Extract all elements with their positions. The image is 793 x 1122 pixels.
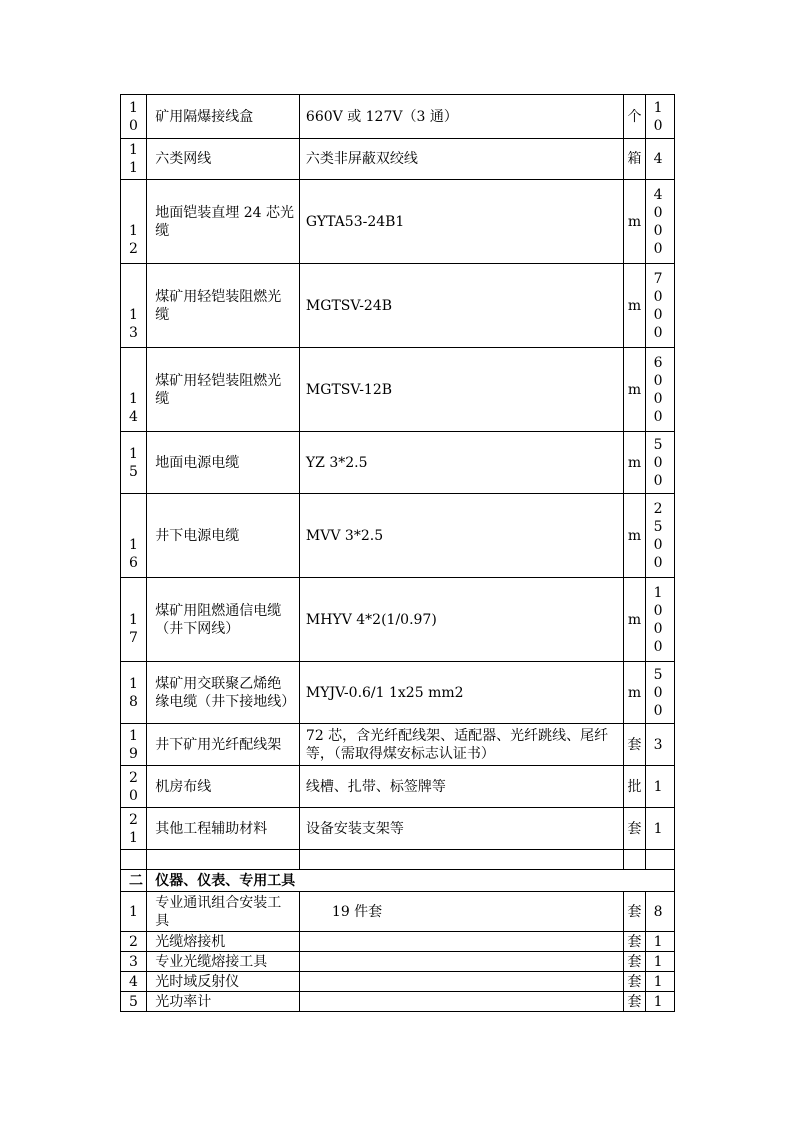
item-qty: 3 <box>645 724 674 766</box>
table-row <box>121 264 675 348</box>
item-unit: m <box>624 662 645 724</box>
item-name: 光缆熔接机 <box>147 932 300 952</box>
row-number: 4 <box>121 972 147 992</box>
item-unit: 套 <box>624 972 645 992</box>
table-row <box>121 180 675 264</box>
item-spec: 19 件套 <box>299 892 624 932</box>
item-qty <box>645 850 674 870</box>
item-unit: 批 <box>624 766 645 808</box>
item-name: 井下矿用光纤配线架 <box>147 724 300 766</box>
row-number: 1 7 <box>121 578 147 662</box>
item-name: 矿用隔爆接线盒 <box>147 95 300 139</box>
table-row <box>121 724 675 766</box>
item-unit: 套 <box>624 724 645 766</box>
item-qty: 6 0 0 0 <box>645 348 674 432</box>
section-header-row <box>121 870 675 892</box>
item-spec: MGTSV-24B <box>299 264 624 348</box>
item-unit <box>624 850 645 870</box>
item-unit: m <box>624 494 645 578</box>
table-row <box>121 972 675 992</box>
item-qty: 8 <box>645 892 674 932</box>
item-spec: 设备安装支架等 <box>299 808 624 850</box>
item-unit: 个 <box>624 95 645 139</box>
item-unit: m <box>624 348 645 432</box>
table-row <box>121 578 675 662</box>
item-spec: 72 芯，含光纤配线架、适配器、光纤跳线、尾纤等，（需取得煤安标志认证书） <box>299 724 624 766</box>
table-row <box>121 95 675 139</box>
item-name: 专业通讯组合安装工具 <box>147 892 300 932</box>
row-number: 1 9 <box>121 724 147 766</box>
item-qty: 1 <box>645 952 674 972</box>
equipment-table <box>120 94 675 1012</box>
row-number: 2 1 <box>121 808 147 850</box>
row-number: 1 0 <box>121 95 147 139</box>
item-qty: 1 0 <box>645 95 674 139</box>
table-row <box>121 432 675 494</box>
item-spec: MGTSV-12B <box>299 348 624 432</box>
item-qty: 4 0 0 0 <box>645 180 674 264</box>
item-name: 煤矿用阻燃通信电缆（井下网线） <box>147 578 300 662</box>
item-qty: 5 0 0 <box>645 662 674 724</box>
row-number: 1 3 <box>121 264 147 348</box>
item-unit: m <box>624 578 645 662</box>
item-name: 地面铠装直埋 24 芯光缆 <box>147 180 300 264</box>
item-spec: 线槽、扎带、标签牌等 <box>299 766 624 808</box>
item-qty: 4 <box>645 139 674 180</box>
table-row <box>121 139 675 180</box>
item-unit: m <box>624 432 645 494</box>
row-number <box>121 850 147 870</box>
item-qty: 1 <box>645 766 674 808</box>
item-name: 机房布线 <box>147 766 300 808</box>
item-name: 六类网线 <box>147 139 300 180</box>
item-spec: MYJV-0.6/1 1x25 mm2 <box>299 662 624 724</box>
item-unit: m <box>624 264 645 348</box>
item-name: 专业光缆熔接工具 <box>147 952 300 972</box>
table-row <box>121 850 675 870</box>
item-unit: 箱 <box>624 139 645 180</box>
item-qty: 1 <box>645 972 674 992</box>
item-name: 地面电源电缆 <box>147 432 300 494</box>
item-spec <box>299 992 624 1012</box>
item-qty: 7 0 0 0 <box>645 264 674 348</box>
table-row <box>121 892 675 932</box>
item-spec: 660V 或 127V（3 通） <box>299 95 624 139</box>
table-row <box>121 348 675 432</box>
item-unit: 套 <box>624 992 645 1012</box>
row-number: 2 0 <box>121 766 147 808</box>
item-spec: GYTA53-24B1 <box>299 180 624 264</box>
table-row <box>121 808 675 850</box>
item-name: 煤矿用交联聚乙烯绝缘电缆（井下接地线） <box>147 662 300 724</box>
item-name: 井下电源电缆 <box>147 494 300 578</box>
section-number: 二 <box>121 870 147 892</box>
row-number: 1 8 <box>121 662 147 724</box>
item-qty: 1 0 0 0 <box>645 578 674 662</box>
item-name: 光时域反射仪 <box>147 972 300 992</box>
table-row <box>121 992 675 1012</box>
row-number: 1 <box>121 892 147 932</box>
item-name <box>147 850 300 870</box>
row-number: 3 <box>121 952 147 972</box>
item-name: 煤矿用轻铠装阻燃光缆 <box>147 348 300 432</box>
item-qty: 1 <box>645 992 674 1012</box>
item-spec: MHYV 4*2(1/0.97) <box>299 578 624 662</box>
item-spec: 六类非屏蔽双绞线 <box>299 139 624 180</box>
item-spec <box>299 972 624 992</box>
item-unit: m <box>624 180 645 264</box>
item-unit: 套 <box>624 952 645 972</box>
row-number: 1 4 <box>121 348 147 432</box>
table-row <box>121 766 675 808</box>
item-qty: 2 5 0 0 <box>645 494 674 578</box>
item-unit: 套 <box>624 892 645 932</box>
row-number: 5 <box>121 992 147 1012</box>
item-spec <box>299 952 624 972</box>
item-qty: 1 <box>645 932 674 952</box>
row-number: 1 6 <box>121 494 147 578</box>
table-row <box>121 932 675 952</box>
row-number: 2 <box>121 932 147 952</box>
table-row <box>121 952 675 972</box>
item-spec <box>299 932 624 952</box>
section-title: 仪器、仪表、专用工具 <box>147 870 675 892</box>
item-qty: 1 <box>645 808 674 850</box>
row-number: 1 5 <box>121 432 147 494</box>
item-qty: 5 0 0 <box>645 432 674 494</box>
item-name: 煤矿用轻铠装阻燃光缆 <box>147 264 300 348</box>
table-row <box>121 494 675 578</box>
item-unit: 套 <box>624 808 645 850</box>
table-row <box>121 662 675 724</box>
item-spec: YZ 3*2.5 <box>299 432 624 494</box>
item-unit: 套 <box>624 932 645 952</box>
item-name: 其他工程辅助材料 <box>147 808 300 850</box>
item-spec: MVV 3*2.5 <box>299 494 624 578</box>
row-number: 1 2 <box>121 180 147 264</box>
row-number: 1 1 <box>121 139 147 180</box>
item-spec <box>299 850 624 870</box>
item-name: 光功率计 <box>147 992 300 1012</box>
